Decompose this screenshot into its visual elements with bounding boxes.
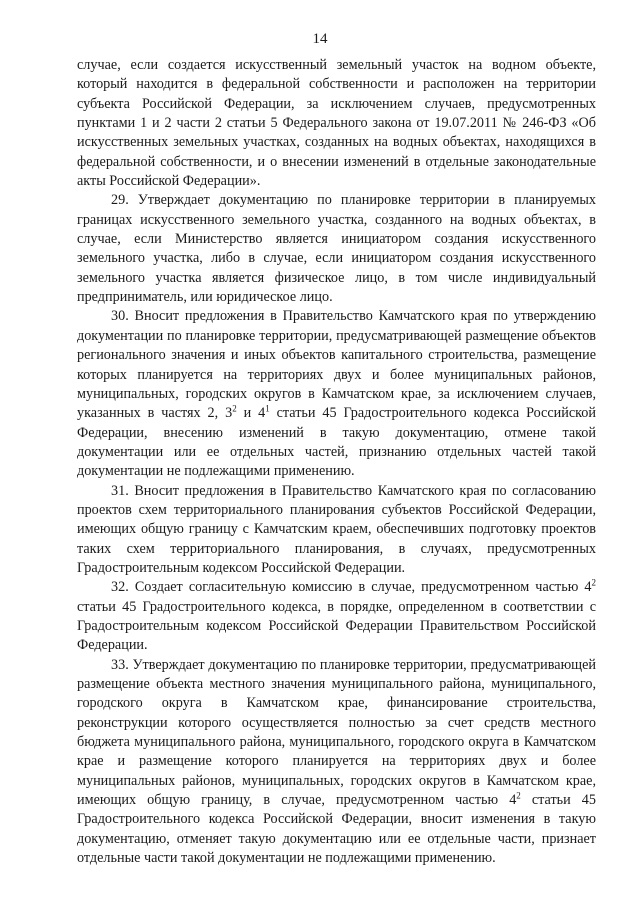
paragraph-32 — [77, 578, 596, 655]
superscript: 1 — [265, 403, 270, 414]
paragraph-33 — [77, 656, 596, 869]
paragraph-30-text-a: 30. Вносит предложения в Правительство Камчатского края по утверждению документации по планировке территории, предусматривающей размещение объектов регионального значения и иных объектов капитального строительства, размещение которых планируется на территориях двух и более муниципальных районов, муниципальных, городских округов в Камчатском крае, за исключением случаев, указанных в частях 2, 3 — [77, 308, 596, 422]
paragraph-33-text-a: 33. Утверждает документацию по планировке территории, предусматривающей размещение объекта местного значения муниципального района, муниципального, городского округа в Камчатском крае, финансирование строительства, реконструкции которого осуществляется полностью за счет средств местного бюджета муниципального района, муниципального, городского округа в Камчатском крае и размещение которого планируется на территориях двух и более муниципальных районов, муниципальных, городских округов в Камчатском крае, имеющих общую границу, в случае, предусмотренном частью 4 — [77, 656, 596, 809]
superscript: 2 — [232, 403, 237, 414]
paragraph-33-text-b: статьи 45 Градостроительного кодекса Российской Федерации, вносит изменения в такую документацию, отменяет такую документацию или ее отдельные части, признает отдельные части такой документации не подлежащими применению. — [77, 792, 596, 867]
paragraph-continuation: случае, если создается искусственный земельный участок на водном объекте, который находится в федеральной собственности и расположен на территории субъекта Российской Федерации, за исключением случаев, предусмотренных пунктами 1 и 2 части 2 статьи 5 Федерального закона от 19.07.2011 № 246-ФЗ «Об искусственных земельных участках, созданных на водных объектах, находящихся в федеральной собственности, и о внесении изменений в отдельные законодательные акты Российской Федерации». — [77, 57, 596, 190]
paragraph-32-text-b: статьи 45 Градостроительного кодекса, в порядке, определенном в соответствии с Градостроительным кодексом Российской Федерации Правительством Российской Федерации. — [77, 598, 596, 654]
paragraph-30-text-b: и 4 — [236, 405, 266, 422]
paragraph-32-text-a: 32. Создает согласительную комиссию в случае, предусмотренном частью 4 — [111, 579, 592, 596]
superscript: 2 — [591, 577, 596, 588]
document-body — [77, 56, 596, 868]
paragraph-29: 29. Утверждает документацию по планировке территории в планируемых границах искусственного земельного участка, созданного на водных объектах, в случае, если Министерство является инициатором создания искусственного земельного участка, либо в случае, если инициатором создания искусственного земельного участка является физическое лицо, в том числе индивидуальный предприниматель, или юридическое лицо. — [77, 192, 596, 306]
superscript: 2 — [516, 790, 521, 801]
paragraph-30 — [77, 307, 596, 481]
paragraph-30-text-c: статьи 45 Градостроительного кодекса Российской Федерации, внесению изменений в такую документацию, отмене такой документации или ее отдельных частей, признанию отдельных частей такой документации не подлежащими применению. — [77, 405, 596, 480]
page-number: 14 — [312, 31, 328, 47]
paragraph-31: 31. Вносит предложения в Правительство Камчатского края по согласованию проектов схем территориального планирования субъектов Российской Федерации, имеющих общую границу с Камчатским краем, обеспечивших подготовку проектов таких схем территориального планирования, в случаях, предусмотренных Градостроительным кодексом Российской Федерации. — [77, 482, 596, 576]
